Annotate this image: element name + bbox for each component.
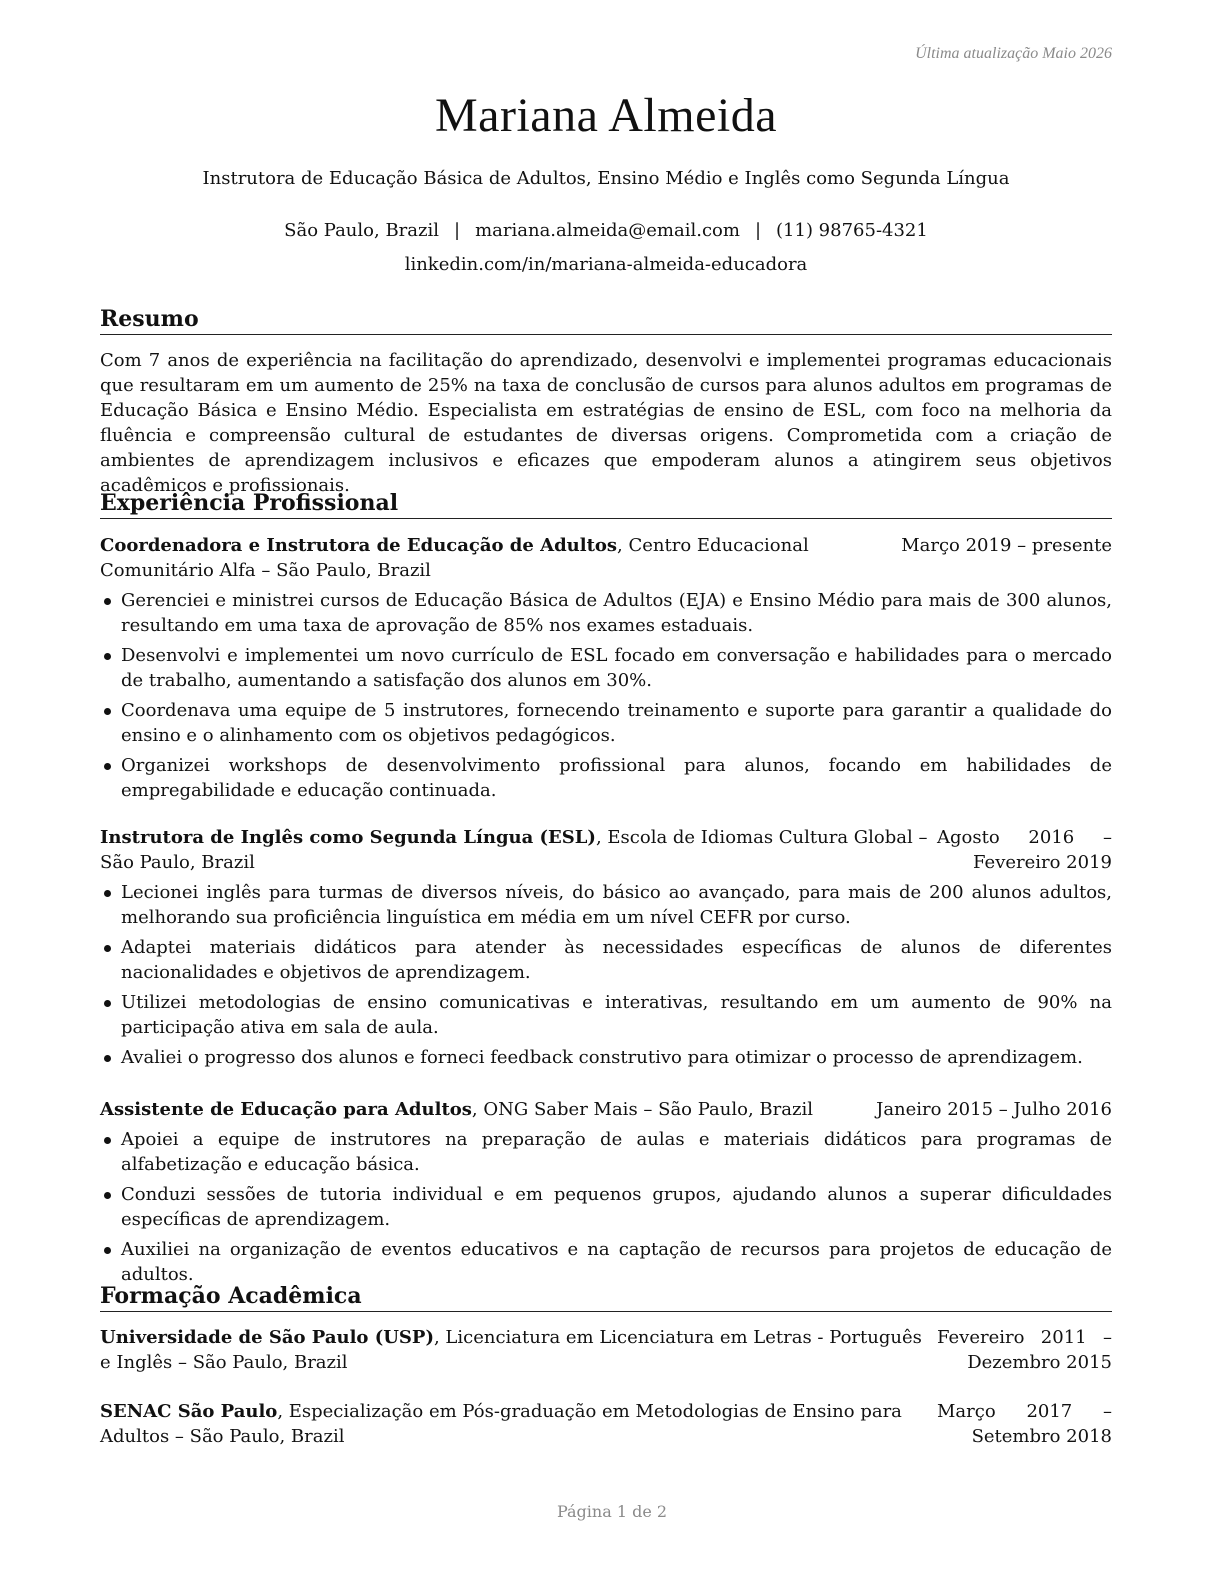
job-org: , Centro Educacional Comunitário Alfa – São Paulo, Brazil	[100, 535, 809, 581]
job-header	[100, 533, 1112, 583]
contact-email[interactable]: mariana.almeida@email.com	[475, 220, 740, 241]
candidate-subtitle: Instrutora de Educação Básica de Adultos, Ensino Médio e Inglês como Segunda Língua	[202, 168, 1010, 189]
contact-line	[100, 220, 1112, 241]
job-role: Coordenadora e Instrutora de Educação de Adultos	[100, 535, 618, 556]
bullet-item: Apoiei a equipe de instrutores na preparação de aulas e materiais didáticos para programas de alfabetização e educação básica.	[100, 1127, 1112, 1177]
job-entry	[100, 1097, 1112, 1292]
job-entry	[100, 825, 1112, 1075]
contact-separator: |	[454, 220, 461, 241]
section-heading-education: Formação Acadêmica	[100, 1283, 1112, 1312]
job-entry	[100, 533, 1112, 808]
bullet-item: Gerenciei e ministrei cursos de Educação Básica de Adultos (EJA) e Ensino Médio para mais de 300 alunos, resultando em uma taxa de aprovação de 85% nos exames estaduais.	[100, 588, 1112, 638]
page-number: Página 1 de 2	[556, 1502, 668, 1521]
job-bullets	[100, 880, 1112, 1070]
education-school: Universidade de São Paulo (USP)	[100, 1327, 434, 1348]
job-role: Assistente de Educação para Adultos	[100, 1099, 472, 1120]
job-org: , ONG Saber Mais – São Paulo, Brazil	[471, 1099, 813, 1120]
bullet-item: Organizei workshops de desenvolvimento profissional para alunos, focando em habilidades de empregabilidade e educação continuada.	[100, 753, 1112, 803]
education-detail: , Licenciatura em Licenciatura em Letras - Português e Inglês – São Paulo, Brazil	[100, 1327, 922, 1373]
job-bullets	[100, 1127, 1112, 1287]
job-org: , Escola de Idiomas Cultura Global – São Paulo, Brazil	[100, 827, 928, 873]
education-dates: Fevereiro 2011 – Dezembro 2015	[937, 1327, 1112, 1373]
bullet-item: Lecionei inglês para turmas de diversos níveis, do básico ao avançado, para mais de 200 alunos adultos, melhorando sua proficiência linguística em média em um nível CEFR por curso.	[100, 880, 1112, 930]
bullet-item: Avaliei o progresso dos alunos e forneci feedback construtivo para otimizar o processo de aprendizagem.	[100, 1045, 1112, 1070]
job-bullets	[100, 588, 1112, 803]
bullet-item: Auxiliei na organização de eventos educativos e na captação de recursos para projetos de educação de adultos.	[100, 1237, 1112, 1287]
job-dates: Março 2019 – presente	[901, 535, 1112, 556]
job-dates: Janeiro 2015 – Julho 2016	[876, 1099, 1112, 1120]
contact-separator: |	[754, 220, 762, 241]
job-dates: Agosto 2016 – Fevereiro 2019	[937, 827, 1112, 873]
job-header	[100, 1097, 1112, 1122]
bullet-item: Utilizei metodologias de ensino comunicativas e interativas, resultando em um aumento de 90% na participação ativa em sala de aula.	[100, 990, 1112, 1040]
contact-phone[interactable]: (11) 98765-4321	[776, 220, 928, 241]
job-header	[100, 825, 1112, 875]
section-heading-experience: Experiência Profissional	[100, 490, 1112, 519]
section-heading-summary: Resumo	[100, 306, 1112, 335]
education-header	[100, 1399, 1112, 1449]
contact-linkedin[interactable]: linkedin.com/in/mariana-almeida-educadora	[404, 254, 808, 275]
bullet-item: Conduzi sessões de tutoria individual e em pequenos grupos, ajudando alunos a superar dificuldades específicas de aprendizagem.	[100, 1182, 1112, 1232]
education-school: SENAC São Paulo	[100, 1401, 278, 1422]
education-detail: , Especialização em Pós-graduação em Metodologias de Ensino para Adultos – São Paulo, Brazil	[100, 1401, 902, 1447]
bullet-item: Adaptei materiais didáticos para atender às necessidades específicas de alunos de diferentes nacionalidades e objetivos de aprendizagem.	[100, 935, 1112, 985]
last-updated-note: Última atualização Maio 2026	[915, 45, 1112, 62]
bullet-item: Desenvolvi e implementei um novo currículo de ESL focado em conversação e habilidades para o mercado de trabalho, aumentando a satisfação dos alunos em 30%.	[100, 643, 1112, 693]
education-dates: Março 2017 – Setembro 2018	[937, 1401, 1112, 1447]
bullet-item: Coordenava uma equipe de 5 instrutores, fornecendo treinamento e suporte para garantir a qualidade do ensino e o alinhamento com os objetivos pedagógicos.	[100, 698, 1112, 748]
education-entry	[100, 1399, 1112, 1449]
job-role: Instrutora de Inglês como Segunda Língua (ESL)	[100, 827, 596, 848]
candidate-name: Mariana Almeida	[434, 89, 778, 142]
education-header	[100, 1325, 1112, 1375]
education-entry	[100, 1325, 1112, 1375]
contact-location: São Paulo, Brazil	[284, 220, 440, 241]
summary-text: Com 7 anos de experiência na facilitação do aprendizado, desenvolvi e implementei programas educacionais que resultaram em um aumento de 25% na taxa de conclusão de cursos para alunos adultos em programas de Educação Básica e Ensino Médio. Especialista em estratégias de ensino de ESL, com foco na melhoria da fluência e compreensão cultural de estudantes de diversas origens. Comprometida com a criação de ambientes de aprendizagem inclusivos e eficazes que empoderam alunos a atingirem seus objetivos acadêmicos e profissionais.	[100, 350, 1112, 496]
